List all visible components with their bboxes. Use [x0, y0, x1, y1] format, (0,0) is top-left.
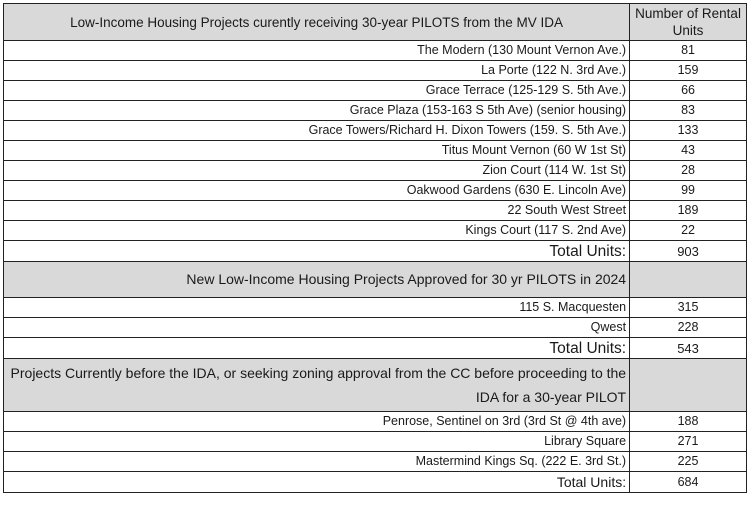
section-3-total-row [4, 472, 747, 493]
section-3-title [4, 359, 630, 412]
project-name: 22 South West Street [4, 201, 630, 221]
project-name: Penrose, Sentinel on 3rd (3rd St @ 4th ave) [4, 412, 630, 432]
table-row [4, 452, 747, 472]
table-row [4, 81, 747, 101]
section-3-header-blank [630, 359, 747, 412]
total-value: 543 [630, 338, 747, 359]
project-name: La Porte (122 N. 3rd Ave.) [4, 61, 630, 81]
section-1-total-row [4, 241, 747, 262]
section-3-title-line1: Projects Currently before the IDA, or seeking zoning approval from the CC before proceeding to the [10, 365, 627, 381]
project-name: Mastermind Kings Sq. (222 E. 3rd St.) [4, 452, 630, 472]
table-row [4, 41, 747, 61]
table-row [4, 318, 747, 338]
unit-count: 159 [630, 61, 747, 81]
project-name: Grace Terrace (125-129 S. 5th Ave.) [4, 81, 630, 101]
unit-count: 66 [630, 81, 747, 101]
project-name: The Modern (130 Mount Vernon Ave.) [4, 41, 630, 61]
table-row [4, 101, 747, 121]
section-3-title-line2: IDA for a 30-year PILOT [475, 389, 627, 405]
unit-count: 83 [630, 101, 747, 121]
section-3-header [4, 359, 747, 412]
section-1-header [4, 4, 747, 41]
unit-count: 189 [630, 201, 747, 221]
section-2-header [4, 262, 747, 298]
unit-count: 225 [630, 452, 747, 472]
unit-count: 43 [630, 141, 747, 161]
unit-count: 188 [630, 412, 747, 432]
unit-count: 228 [630, 318, 747, 338]
project-name: Kings Court (117 S. 2nd Ave) [4, 221, 630, 241]
unit-count: 28 [630, 161, 747, 181]
project-name: Oakwood Gardens (630 E. Lincoln Ave) [4, 181, 630, 201]
project-name: Titus Mount Vernon (60 W 1st St) [4, 141, 630, 161]
table-row [4, 201, 747, 221]
project-name: Library Square [4, 432, 630, 452]
project-name: Qwest [4, 318, 630, 338]
table-row [4, 181, 747, 201]
total-value: 684 [630, 472, 747, 493]
pilot-housing-table [3, 3, 747, 493]
section-2-title: New Low-Income Housing Projects Approved for 30 yr PILOTS in 2024 [4, 262, 630, 298]
table-row [4, 298, 747, 318]
table-row [4, 161, 747, 181]
table-row [4, 432, 747, 452]
project-name: 115 S. Macquesten [4, 298, 630, 318]
unit-count: 99 [630, 181, 747, 201]
project-name: Grace Plaza (153-163 S 5th Ave) (senior housing) [4, 101, 630, 121]
section-2-header-blank [630, 262, 747, 298]
table-row [4, 221, 747, 241]
unit-count: 22 [630, 221, 747, 241]
project-name: Grace Towers/Richard H. Dixon Towers (159. S. 5th Ave.) [4, 121, 630, 141]
unit-count: 315 [630, 298, 747, 318]
total-label: Total Units: [4, 472, 630, 493]
project-name: Zion Court (114 W. 1st St) [4, 161, 630, 181]
units-column-header: Number of Rental Units [630, 4, 747, 41]
unit-count: 271 [630, 432, 747, 452]
unit-count: 133 [630, 121, 747, 141]
unit-count: 81 [630, 41, 747, 61]
total-value: 903 [630, 241, 747, 262]
total-label: Total Units: [4, 241, 630, 262]
section-2-total-row [4, 338, 747, 359]
table-row [4, 121, 747, 141]
table-row [4, 141, 747, 161]
table-row [4, 61, 747, 81]
table-row [4, 412, 747, 432]
section-1-title: Low-Income Housing Projects curently receiving 30-year PILOTS from the MV IDA [4, 4, 630, 41]
total-label: Total Units: [4, 338, 630, 359]
